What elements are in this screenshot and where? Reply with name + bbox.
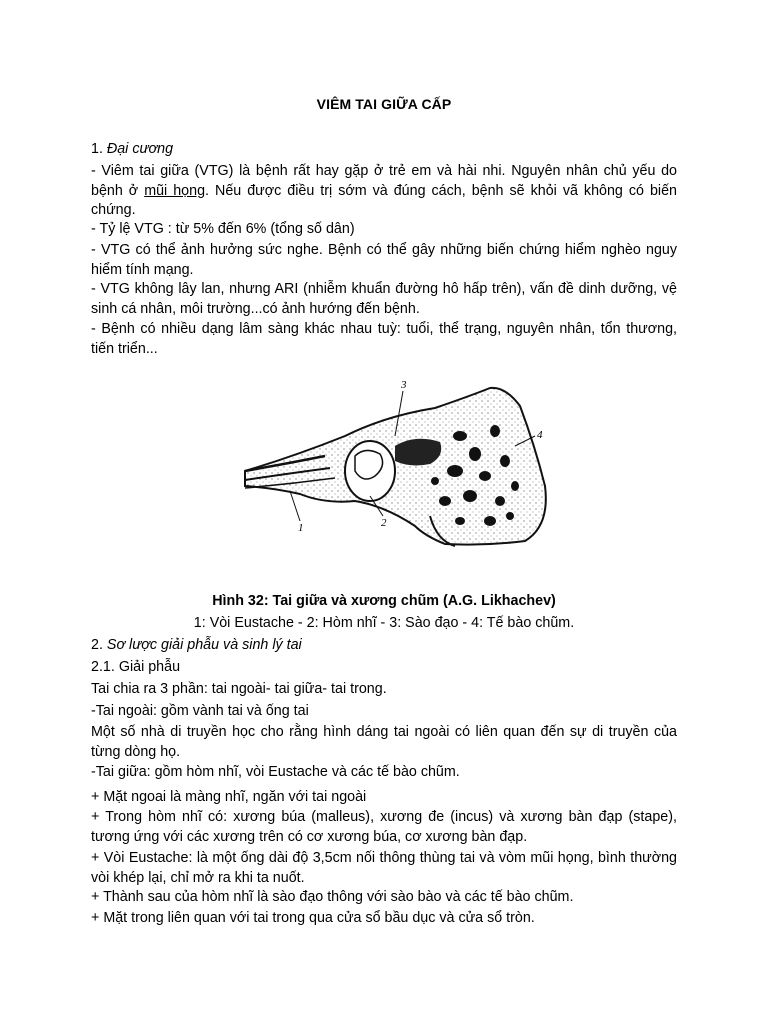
section-2-number: 2. [91, 637, 107, 653]
section-2-heading [91, 637, 302, 653]
section-1-paragraph-5: - Bệnh có nhiều dạng lâm sàng khác nhau tuỳ: tuổi, thể trạng, nguyên nhân, tổn thương, tiến triển... [91, 321, 677, 357]
figure-label-3: 3 [401, 379, 407, 391]
section-2-paragraph-9: + Mặt trong liên quan với tai trong qua cửa sổ bầu dục và cửa sổ tròn. [91, 910, 535, 926]
figure-label-1: 1 [298, 522, 304, 534]
section-1-paragraph-1: - Viêm tai giữa (VTG) là bệnh rất hay gặp ở trẻ em và hài nhi. Nguyên nhân chủ yếu do bệnh ở mũi họng. Nếu được điều trị sớm và đúng cách, bệnh sẽ khỏi vã không có biến chứng. [91, 163, 677, 218]
section-2-paragraph-4: -Tai giữa: gồm hòm nhĩ, vòi Eustache và các tế bào chũm. [91, 764, 460, 780]
section-1-paragraph-2: - Tỷ lệ VTG : từ 5% đến 6% (tổng số dân) [91, 221, 355, 237]
section-1-title: Đại cương [106, 141, 174, 157]
section-2-paragraph-7: + Vòi Eustache: là một ống dài độ 3,5cm nối thông thùng tai và vòm mũi họng, bình thường vòi khép lại, chỉ mở ra khi ta nuốt. [91, 850, 677, 886]
section-2-paragraph-1: Tai chia ra 3 phần: tai ngoài- tai giữa- tai trong. [91, 681, 387, 697]
section-1-paragraph-3: - VTG có thể ảnh hưởng sức nghe. Bệnh có thể gây những biến chứng hiểm nghèo nguy hiểm tính mạng. [91, 242, 677, 278]
figure-label-4: 4 [537, 429, 543, 441]
section-2-title: Sơ lược giải phẫu và sinh lý tai [106, 637, 302, 653]
section-1-paragraph-4: - VTG không lây lan, nhưng ARI (nhiễm khuẩn đường hô hấp trên), vấn đề dinh dưỡng, vệ sinh cá nhân, môi trường...có ảnh hướng đến bệnh. [91, 281, 677, 317]
section-1-number: 1. [91, 141, 107, 157]
document-title: VIÊM TAI GIỮA CẤP [316, 96, 452, 112]
middle-ear-illustration [205, 376, 560, 576]
figure-caption-title: Hình 32: Tai giữa và xương chũm (A.G. Likhachev) [212, 593, 556, 609]
figure-caption-legend: 1: Vòi Eustache - 2: Hòm nhĩ - 3: Sào đạo - 4: Tế bào chũm. [193, 615, 575, 631]
subsection-2-1-heading: 2.1. Giải phẫu [91, 659, 181, 675]
leader-line-1 [290, 491, 300, 521]
section-2-paragraph-5: + Mặt ngoai là màng nhĩ, ngăn với tai ngoài [91, 789, 367, 805]
section-2-paragraph-2: -Tai ngoài: gồm vành tai và ống tai [91, 703, 309, 719]
section-2-paragraph-8: + Thành sau của hòm nhĩ là sào đạo thông với sào bào và các tế bào chũm. [91, 889, 574, 905]
section-2-paragraph-3: Một số nhà di truyền học cho rằng hình dáng tai ngoài có liên quan đến sự di truyền của từng dòng họ. [91, 724, 677, 760]
figure-label-2: 2 [381, 517, 387, 529]
section-2-paragraph-6: + Trong hòm nhĩ có: xương búa (malleus), xương đe (incus) và xương bàn đạp (stape), tương ứng với các xương trên có cơ xương búa, cơ xương bàn đạp. [91, 809, 677, 845]
section-1-heading [91, 141, 173, 157]
underlined-term: mũi họng [144, 182, 206, 199]
